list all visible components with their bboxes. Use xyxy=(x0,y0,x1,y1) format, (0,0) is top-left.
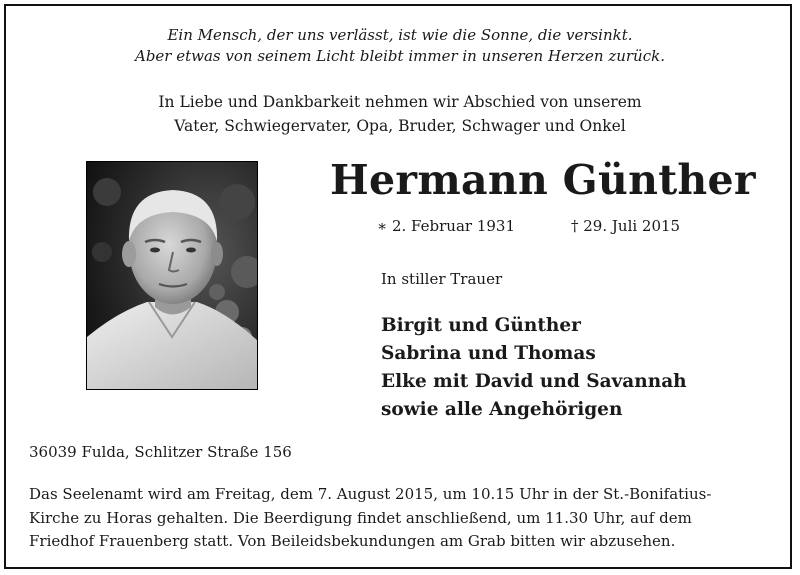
motto-line-2: Aber etwas von seinem Licht bleibt immer in unseren Herzen zurück. xyxy=(135,47,665,65)
intro-text xyxy=(0,90,800,138)
mourners-list xyxy=(381,312,687,424)
portrait-photo xyxy=(86,161,258,390)
mourner-line: sowie alle Angehörigen xyxy=(381,399,623,420)
family-address: 36039 Fulda, Schlitzer Straße 156 xyxy=(29,443,292,461)
intro-line-2: Vater, Schwiegervater, Opa, Bruder, Schwager und Onkel xyxy=(174,117,626,135)
motto-line-1: Ein Mensch, der uns verlässt, ist wie die Sonne, die versinkt. xyxy=(167,26,633,44)
intro-line-1: In Liebe und Dankbarkeit nehmen wir Abschied von unserem xyxy=(158,93,642,111)
mourner-line: Birgit und Günther xyxy=(381,315,581,336)
mourning-label: In stiller Trauer xyxy=(381,270,503,288)
deceased-name: Hermann Günther xyxy=(330,156,756,204)
mourner-line: Elke mit David und Savannah xyxy=(381,371,687,392)
funeral-notice xyxy=(29,483,772,554)
mourner-line: Sabrina und Thomas xyxy=(381,343,596,364)
death-date: † 29. Juli 2015 xyxy=(571,217,681,235)
birth-date: ∗ 2. Februar 1931 xyxy=(377,217,515,235)
motto xyxy=(0,25,800,67)
notice-line-1: Das Seelenamt wird am Freitag, dem 7. August 2015, um 10.15 Uhr in der St.-Bonifatius- xyxy=(29,485,712,503)
notice-line-3: Friedhof Frauenberg statt. Von Beileidsbekundungen am Grab bitten wir abzusehen. xyxy=(29,532,676,550)
notice-line-2: Kirche zu Horas gehalten. Die Beerdigung findet anschließend, um 11.30 Uhr, auf dem xyxy=(29,508,692,527)
